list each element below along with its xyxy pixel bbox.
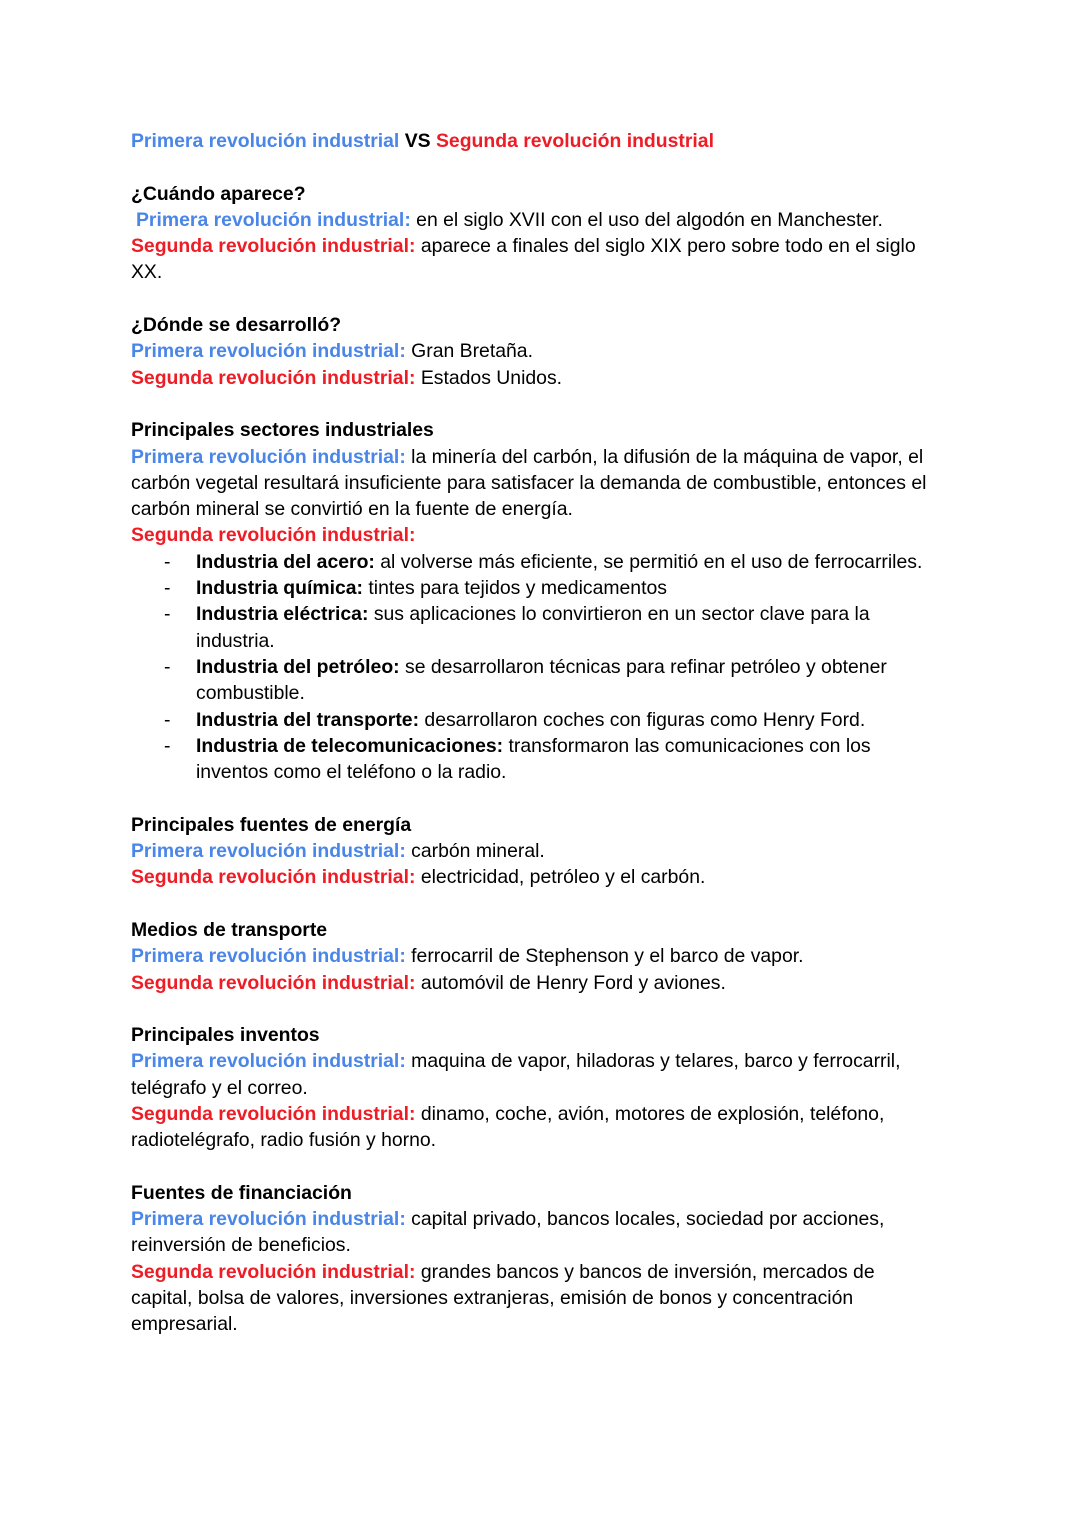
inventos-second-cont: radiotelégrafo, radio fusión y horno. — [131, 1129, 437, 1152]
list-item — [196, 733, 961, 786]
list-item-desc: sus aplicaciones lo convirtieron en un sector clave para la — [373, 603, 870, 626]
energia-second — [131, 864, 961, 890]
title-second-revolution: Segunda revolución industrial — [435, 130, 714, 152]
section-heading-cuando: ¿Cuándo aparece? — [131, 182, 306, 205]
section-heading-financiacion: Fuentes de financiación — [131, 1181, 352, 1204]
sectores-second-list — [131, 549, 961, 786]
list-item-term: Industria del acero: — [196, 550, 375, 573]
transporte-first-text: ferrocarril de Stephenson y el barco de vapor. — [411, 945, 804, 968]
label-second: Segunda revolución industrial: — [131, 866, 416, 889]
sectores-first-cont2: carbón mineral se convirtió en la fuente de energía. — [131, 498, 573, 521]
list-item — [196, 575, 961, 601]
list-item-term: Industria eléctrica: — [196, 603, 369, 626]
spacer — [131, 286, 961, 312]
cuando-first — [131, 207, 961, 233]
label-second: Segunda revolución industrial: — [131, 1102, 416, 1125]
title-first-revolution: Primera revolución industrial — [131, 130, 400, 152]
energia-first-text: carbón mineral. — [411, 840, 545, 863]
cuando-second-text: aparece a finales del siglo XIX pero sobre todo en el siglo — [420, 235, 916, 258]
label-first: Primera revolución industrial: — [131, 1208, 406, 1231]
label-first: Primera revolución industrial: — [131, 445, 406, 468]
list-item-desc: desarrollaron coches con figuras como Henry Ford. — [424, 708, 866, 731]
financiacion-second-cont1: capital, bolsa de valores, inversiones extranjeras, emisión de bonos y concentración — [131, 1287, 854, 1310]
donde-second-text: Estados Unidos. — [420, 366, 563, 389]
label-first: Primera revolución industrial: — [131, 1050, 406, 1073]
inventos-second — [131, 1101, 961, 1127]
document-title — [131, 128, 961, 154]
list-item-desc: tintes para tejidos y medicamentos — [368, 577, 667, 600]
inventos-first — [131, 1048, 961, 1074]
list-item-desc: transformaron las comunicaciones con los — [508, 734, 871, 757]
list-item-desc: se desarrollaron técnicas para refinar petróleo y obtener — [405, 655, 887, 678]
sectores-first — [131, 444, 961, 470]
label-second: Segunda revolución industrial: — [131, 524, 416, 547]
sectores-first-text: la minería del carbón, la difusión de la máquina de vapor, el — [411, 445, 924, 468]
inventos-first-cont: telégrafo y el correo. — [131, 1076, 308, 1099]
spacer — [131, 785, 961, 811]
list-item — [196, 601, 961, 654]
list-item-desc-cont: inventos como el teléfono o la radio. — [196, 761, 507, 784]
list-item-term: Industria química: — [196, 577, 363, 600]
transporte-second — [131, 970, 961, 996]
list-item — [196, 549, 961, 575]
spacer — [131, 1154, 961, 1180]
label-second: Segunda revolución industrial: — [131, 971, 416, 994]
donde-first — [131, 338, 961, 364]
section-heading-sectores: Principales sectores industriales — [131, 419, 434, 442]
section-heading-donde: ¿Dónde se desarrolló? — [131, 314, 342, 337]
financiacion-first-cont: reinversión de beneficios. — [131, 1234, 351, 1257]
list-item — [196, 707, 961, 733]
transporte-second-text: automóvil de Henry Ford y aviones. — [420, 971, 726, 994]
spacer — [131, 996, 961, 1022]
label-second: Segunda revolución industrial: — [131, 235, 416, 258]
label-first: Primera revolución industrial: — [131, 945, 406, 968]
spacer — [131, 391, 961, 417]
spacer — [131, 154, 961, 180]
title-vs: VS — [404, 130, 431, 152]
transporte-first — [131, 943, 961, 969]
inventos-first-text: maquina de vapor, hiladoras y telares, barco y ferrocarril, — [411, 1050, 901, 1073]
label-first: Primera revolución industrial: — [131, 340, 406, 363]
section-heading-transporte: Medios de transporte — [131, 918, 328, 941]
document-page — [131, 128, 961, 1338]
financiacion-second-cont2: empresarial. — [131, 1313, 238, 1336]
list-item — [196, 654, 961, 707]
financiacion-first-text: capital privado, bancos locales, sociedad por acciones, — [411, 1208, 885, 1231]
energia-first — [131, 838, 961, 864]
cuando-first-text: en el siglo XVII con el uso del algodón en Manchester. — [416, 208, 883, 231]
label-first: Primera revolución industrial: — [136, 208, 411, 231]
list-item-desc-cont: combustible. — [196, 682, 305, 705]
sectores-second — [131, 522, 961, 548]
financiacion-second-text: grandes bancos y bancos de inversión, mercados de — [420, 1260, 875, 1283]
spacer — [131, 891, 961, 917]
label-second: Segunda revolución industrial: — [131, 366, 416, 389]
list-item-desc: al volverse más eficiente, se permitió en el uso de ferrocarriles. — [380, 550, 923, 573]
list-item-term: Industria de telecomunicaciones: — [196, 734, 504, 757]
cuando-second — [131, 233, 961, 259]
section-heading-inventos: Principales inventos — [131, 1024, 320, 1047]
cuando-second-cont: XX. — [131, 261, 163, 284]
donde-second — [131, 365, 961, 391]
financiacion-first — [131, 1206, 961, 1232]
inventos-second-text: dinamo, coche, avión, motores de explosión, teléfono, — [420, 1102, 885, 1125]
list-item-term: Industria del petróleo: — [196, 655, 400, 678]
section-heading-energia: Principales fuentes de energía — [131, 813, 412, 836]
sectores-first-cont1: carbón vegetal resultará insuficiente para satisfacer la demanda de combustible, entonces el — [131, 471, 927, 494]
label-second: Segunda revolución industrial: — [131, 1260, 416, 1283]
list-item-desc-cont: industria. — [196, 629, 275, 652]
financiacion-second — [131, 1259, 961, 1285]
donde-first-text: Gran Bretaña. — [411, 340, 533, 363]
energia-second-text: electricidad, petróleo y el carbón. — [420, 866, 706, 889]
list-item-term: Industria del transporte: — [196, 708, 420, 731]
label-first: Primera revolución industrial: — [131, 840, 406, 863]
